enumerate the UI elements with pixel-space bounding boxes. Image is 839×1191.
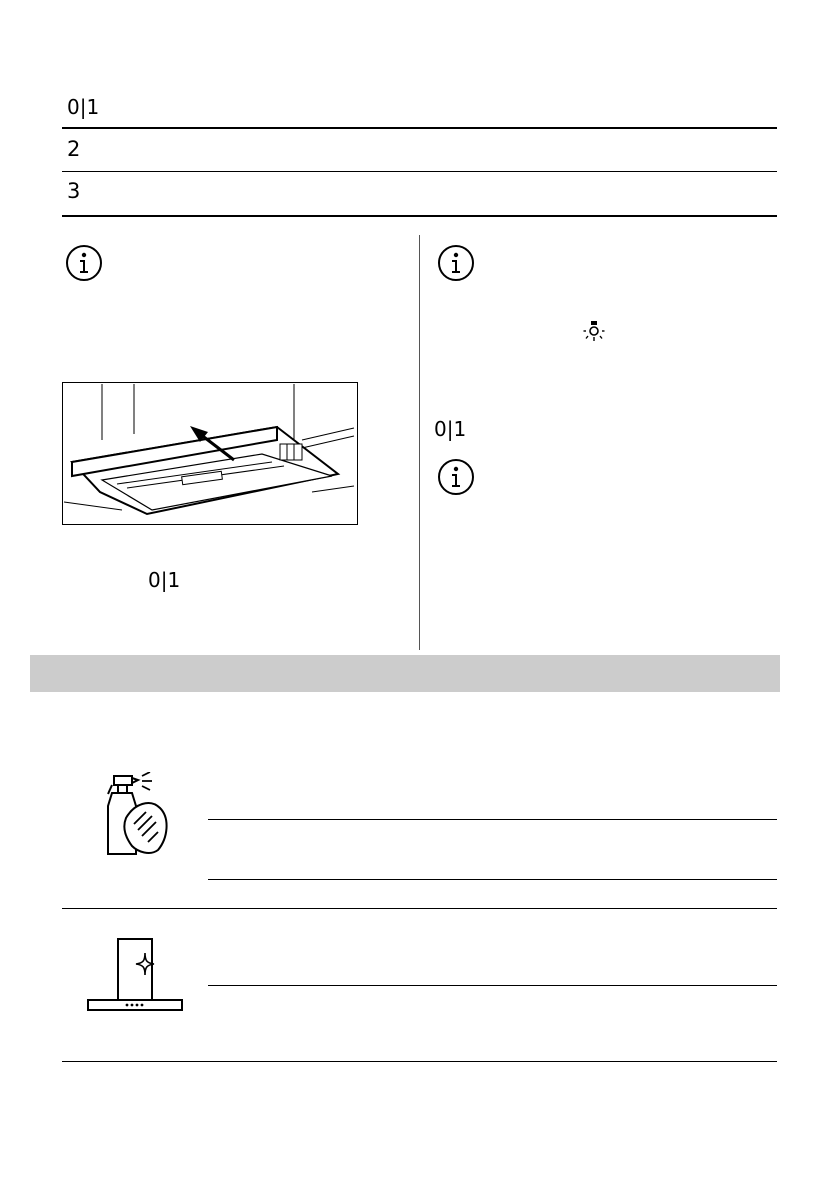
section-divider bbox=[62, 1061, 777, 1062]
hood-slide-out-illustration bbox=[62, 382, 358, 529]
on-off-symbol: 0|1 bbox=[434, 417, 467, 441]
speed-3-symbol: 3 bbox=[67, 179, 81, 203]
info-icon bbox=[437, 458, 475, 496]
info-icon bbox=[65, 244, 103, 282]
on-off-symbol: 0|1 bbox=[148, 568, 181, 592]
row-divider bbox=[208, 819, 777, 820]
section-header-band bbox=[30, 655, 780, 692]
spray-cleaning-icon bbox=[104, 772, 174, 862]
on-off-symbol: 0|1 bbox=[67, 95, 100, 119]
speed-2-symbol: 2 bbox=[67, 137, 81, 161]
table-divider bbox=[62, 215, 777, 217]
light-bulb-icon bbox=[583, 320, 605, 348]
table-divider bbox=[62, 127, 777, 129]
hood-shine-icon bbox=[86, 937, 184, 1017]
table-divider bbox=[62, 171, 777, 172]
row-divider bbox=[208, 879, 777, 880]
column-divider bbox=[419, 235, 420, 650]
row-divider bbox=[208, 985, 777, 986]
section-divider bbox=[62, 908, 777, 909]
info-icon bbox=[437, 244, 475, 282]
